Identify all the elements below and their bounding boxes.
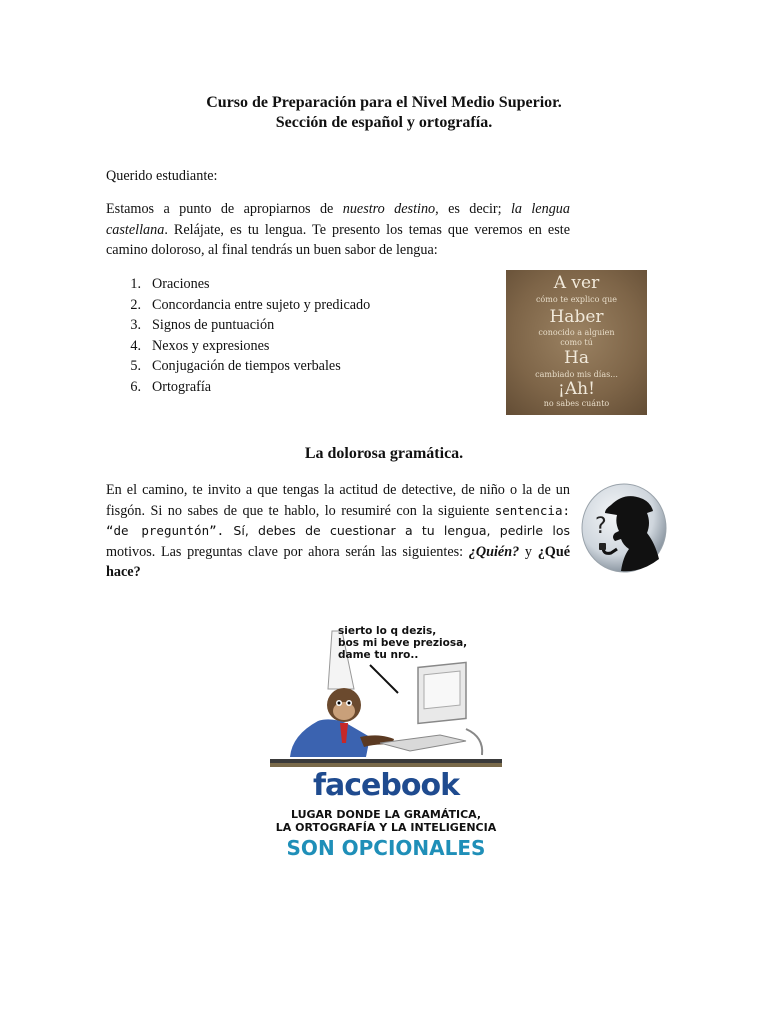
list-item <box>106 336 370 357</box>
intro-text-2: , es decir; <box>435 201 511 217</box>
document-title <box>0 93 768 133</box>
meme-caption <box>338 625 467 661</box>
aver-line: ¡Ah! <box>558 379 595 399</box>
svg-text:?: ? <box>595 514 607 539</box>
aver-line: A ver <box>553 273 600 293</box>
list-item <box>106 274 370 295</box>
list-number: 6. <box>130 378 141 395</box>
topic-list <box>106 274 370 398</box>
list-label: Oraciones <box>152 276 210 292</box>
intro-italic-1: nuestro destino <box>342 201 436 217</box>
greeting: Querido estudiante: <box>106 168 218 184</box>
intro-italic-2: la lengua castellana <box>106 201 570 238</box>
meme-line-3: SON OPCIONALES <box>286 836 486 860</box>
detective-icon <box>581 483 667 573</box>
section-title: La dolorosa gramática. <box>304 445 464 462</box>
paragraph-text: En el camino, te invito a que tengas la actitud de detective, de niño o la de un fisgón. Si no sabes de que te hablo, lo resumiré con la siguiente <box>106 482 570 519</box>
caption-line: dame tu nro.. <box>338 649 419 661</box>
aver-line: como tú <box>560 338 593 347</box>
intro-paragraph <box>106 199 570 261</box>
list-number: 5. <box>130 358 141 375</box>
aver-line: conocido a alguien <box>538 328 615 337</box>
paragraph-text-sans: Sí, debes de cuestionar a tu lengua, pedirle los <box>224 523 570 538</box>
list-number: 1. <box>130 276 141 292</box>
intro-text-1: Estamos a punto de apropiarnos de <box>106 201 343 217</box>
aver-line: cómo te explico que <box>535 295 618 304</box>
list-item <box>106 356 370 377</box>
list-item <box>106 295 370 316</box>
aver-line: no sabes cuánto <box>543 399 610 408</box>
list-label: Concordancia entre sujeto y predicado <box>152 296 371 313</box>
caption-line: bos mi beve preziosa, <box>338 637 468 649</box>
title-line-2: Sección de español y ortografía. <box>275 114 493 131</box>
question-what: ¿Qué hace? <box>106 543 571 580</box>
paragraph-quote: sentencia: “de preguntón”. <box>106 502 570 538</box>
list-label: Signos de puntuación <box>152 317 275 334</box>
facebook-logo-text: facebook <box>312 768 460 803</box>
aver-line: cambiado mis días... <box>535 370 618 379</box>
paragraph-text: y <box>519 543 538 560</box>
meme-line-1: LUGAR DONDE LA GRAMÁTICA, <box>290 808 482 821</box>
a-ver-image <box>506 270 647 415</box>
list-item <box>106 315 370 336</box>
meme-line-2: LA ORTOGRAFÍA Y LA INTELIGENCIA <box>275 821 497 834</box>
facebook-meme-image <box>270 625 502 865</box>
question-who: ¿Quién? <box>468 543 520 560</box>
list-item <box>106 377 370 398</box>
aver-line: Ha <box>564 348 589 368</box>
caption-line: sierto lo q dezis, <box>338 625 437 637</box>
list-number: 2. <box>130 296 141 313</box>
aver-line: Haber <box>549 307 604 327</box>
list-number: 3. <box>130 317 141 334</box>
list-label: Ortografía <box>152 378 212 395</box>
list-label: Conjugación de tiempos verbales <box>152 358 341 375</box>
list-number: 4. <box>130 337 141 354</box>
paragraph-text: motivos. Las preguntas clave por ahora serán las siguientes: <box>106 543 469 560</box>
list-label: Nexos y expresiones <box>152 337 270 354</box>
title-line-1: Curso de Preparación para el Nivel Medio Superior. <box>206 94 562 111</box>
intro-text-3: . Relájate, es tu lengua. Te presento los temas que veremos en este camino doloroso, al final tendrás un buen sabor de lengua: <box>106 221 570 258</box>
detective-paragraph <box>106 480 570 583</box>
